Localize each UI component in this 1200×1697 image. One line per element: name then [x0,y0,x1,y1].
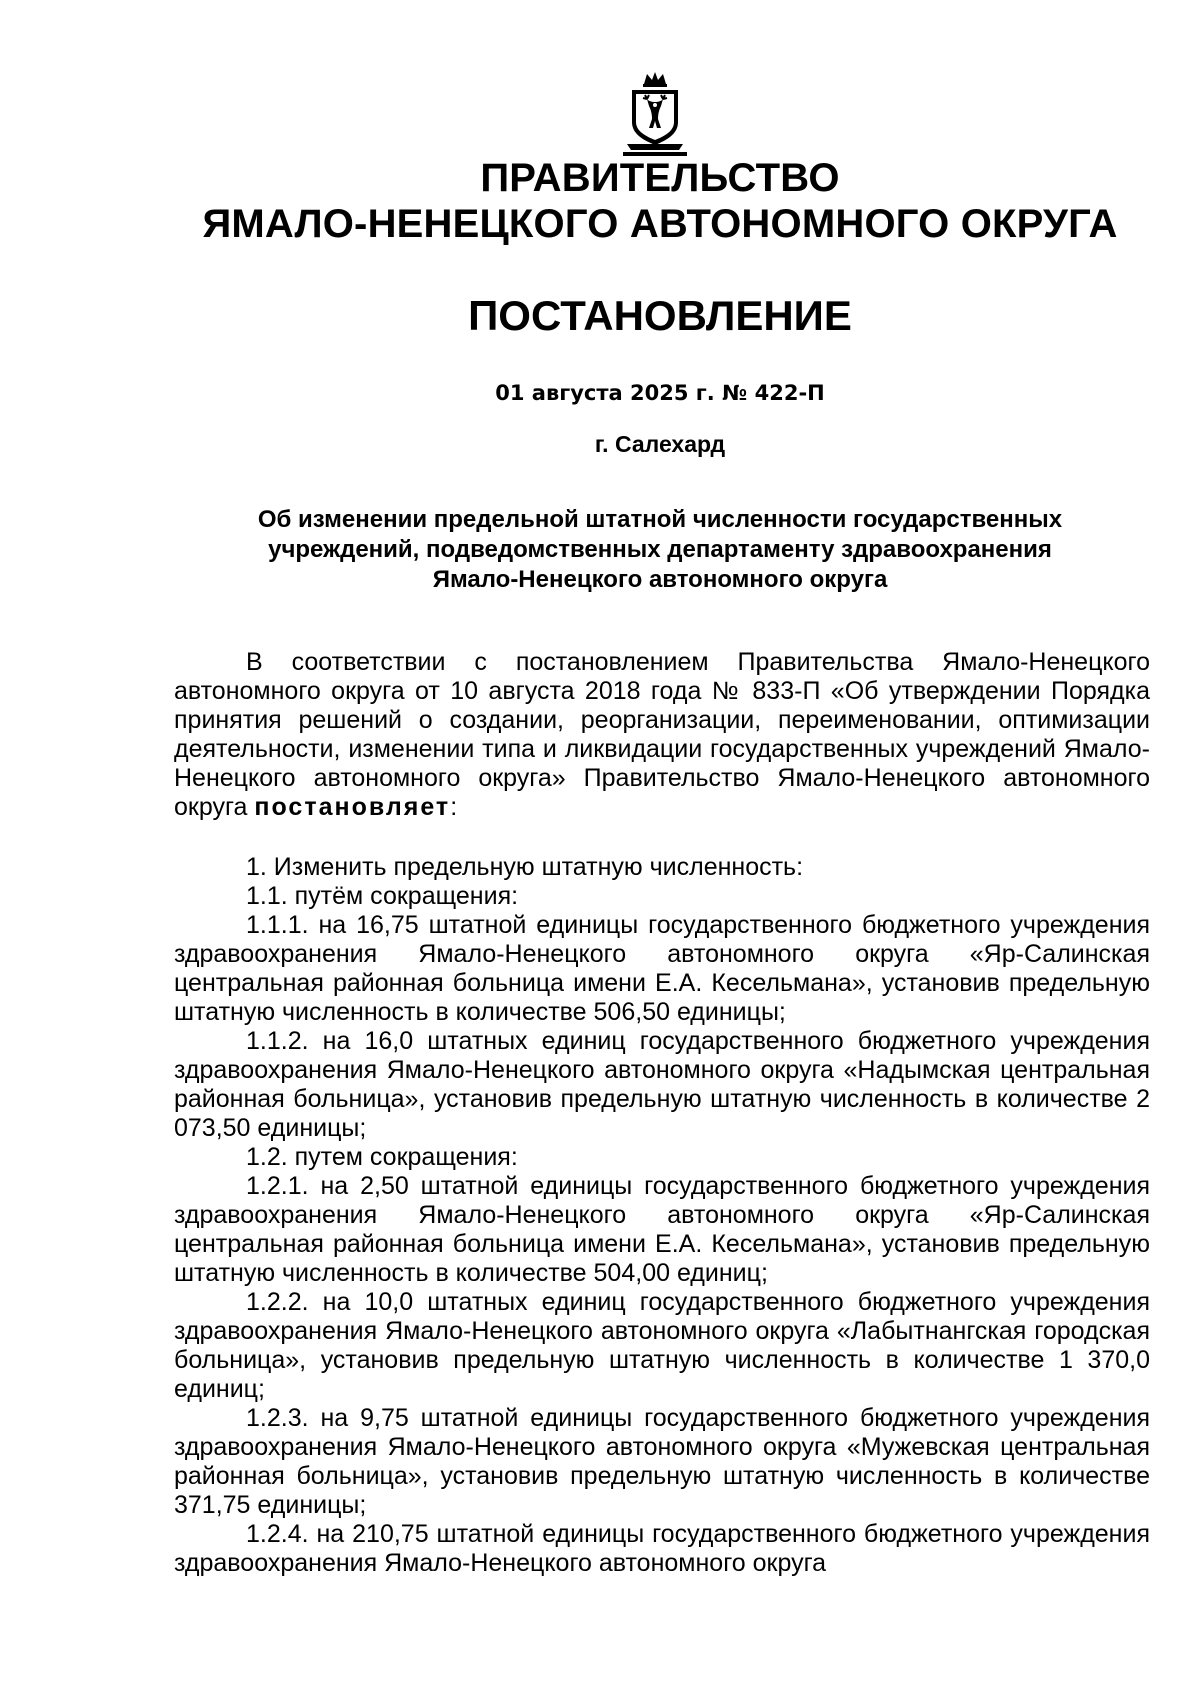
item-1-2-2: 1.2.2. на 10,0 штатных единиц государственного бюджетного учреждения здравоохранения Ямало-Ненецкого автономного округа «Лабытнангская городская больница», установив предельную штатную численность в количестве 1 370,0 единиц; [174,1288,1150,1403]
government-title-line1: ПРАВИТЕЛЬСТВО [480,156,840,200]
subject-line-2: учреждений, подведомственных департаменту здравоохранения [268,536,1052,563]
preamble-paragraph [174,648,1150,822]
item-1-1-2: 1.1.2. на 16,0 штатных единиц государственного бюджетного учреждения здравоохранения Ямало-Ненецкого автономного округа «Надымская центральная районная больница», установив предельную штатную численность в количестве 2 073,50 единицы; [174,1027,1150,1142]
item-1-2-4: 1.2.4. на 210,75 штатной единицы государственного бюджетного учреждения здравоохранения Ямало-Ненецкого автономного округа [174,1520,1150,1577]
item-1-1-1: 1.1.1. на 16,75 штатной единицы государственного бюджетного учреждения здравоохранения Ямало-Ненецкого автономного округа «Яр-Салинская центральная районная больница имени Е.А. Кесельмана», установив предельную штатную численность в количестве 506,50 единицы; [174,911,1150,1026]
government-title-line2: ЯМАЛО-НЕНЕЦКОГО АВТОНОМНОГО ОКРУГА [202,202,1118,246]
item-1-2-1: 1.2.1. на 2,50 штатной единицы государственного бюджетного учреждения здравоохранения Ямало-Ненецкого автономного округа «Яр-Салинская центральная районная больница имени Е.А. Кесельмана», установив предельную штатную численность в количестве 504,00 единиц; [174,1172,1150,1287]
date-and-number: 01 августа 2025 г. № 422-П [495,381,825,405]
preamble-block [174,648,1150,822]
item-1-2: 1.2. путем сокращения: [246,1143,518,1171]
item-1-1: 1.1. путём сокращения: [246,882,519,910]
document-subject [180,505,1140,595]
document-type-title: ПОСТАНОВЛЕНИЕ [468,292,852,339]
city-name: г. Салехард [594,431,726,457]
resolves-word: постановляет [254,793,451,821]
preamble-colon: : [450,793,458,821]
subject-line-1: Об изменении предельной штатной численности государственных [257,506,1063,533]
subject-line-3: Ямало-Ненецкого автономного округа [432,566,888,593]
preamble-text: В соответствии с постановлением Правительства Ямало-Ненецкого автономного округа от 10 августа 2018 года № 833-П «Об утверждении Порядка принятия решений о создании, реорганизации, переименовании, оптимизации деятельности, изменении типа и ликвидации государственных учреждений Ямало-Ненецкого автономного округа» Правительство Ямало-Ненецкого автономного округа [174,648,1150,821]
item-1-2-3: 1.2.3. на 9,75 штатной единицы государственного бюджетного учреждения здравоохранения Ямало-Ненецкого автономного округа «Мужевская центральная районная больница», установив предельную штатную численность в количестве 371,75 единицы; [174,1404,1150,1519]
coat-of-arms-emblem [623,70,687,156]
decree-items [174,853,1150,1578]
item-1: 1. Изменить предельную штатную численность: [246,853,804,881]
